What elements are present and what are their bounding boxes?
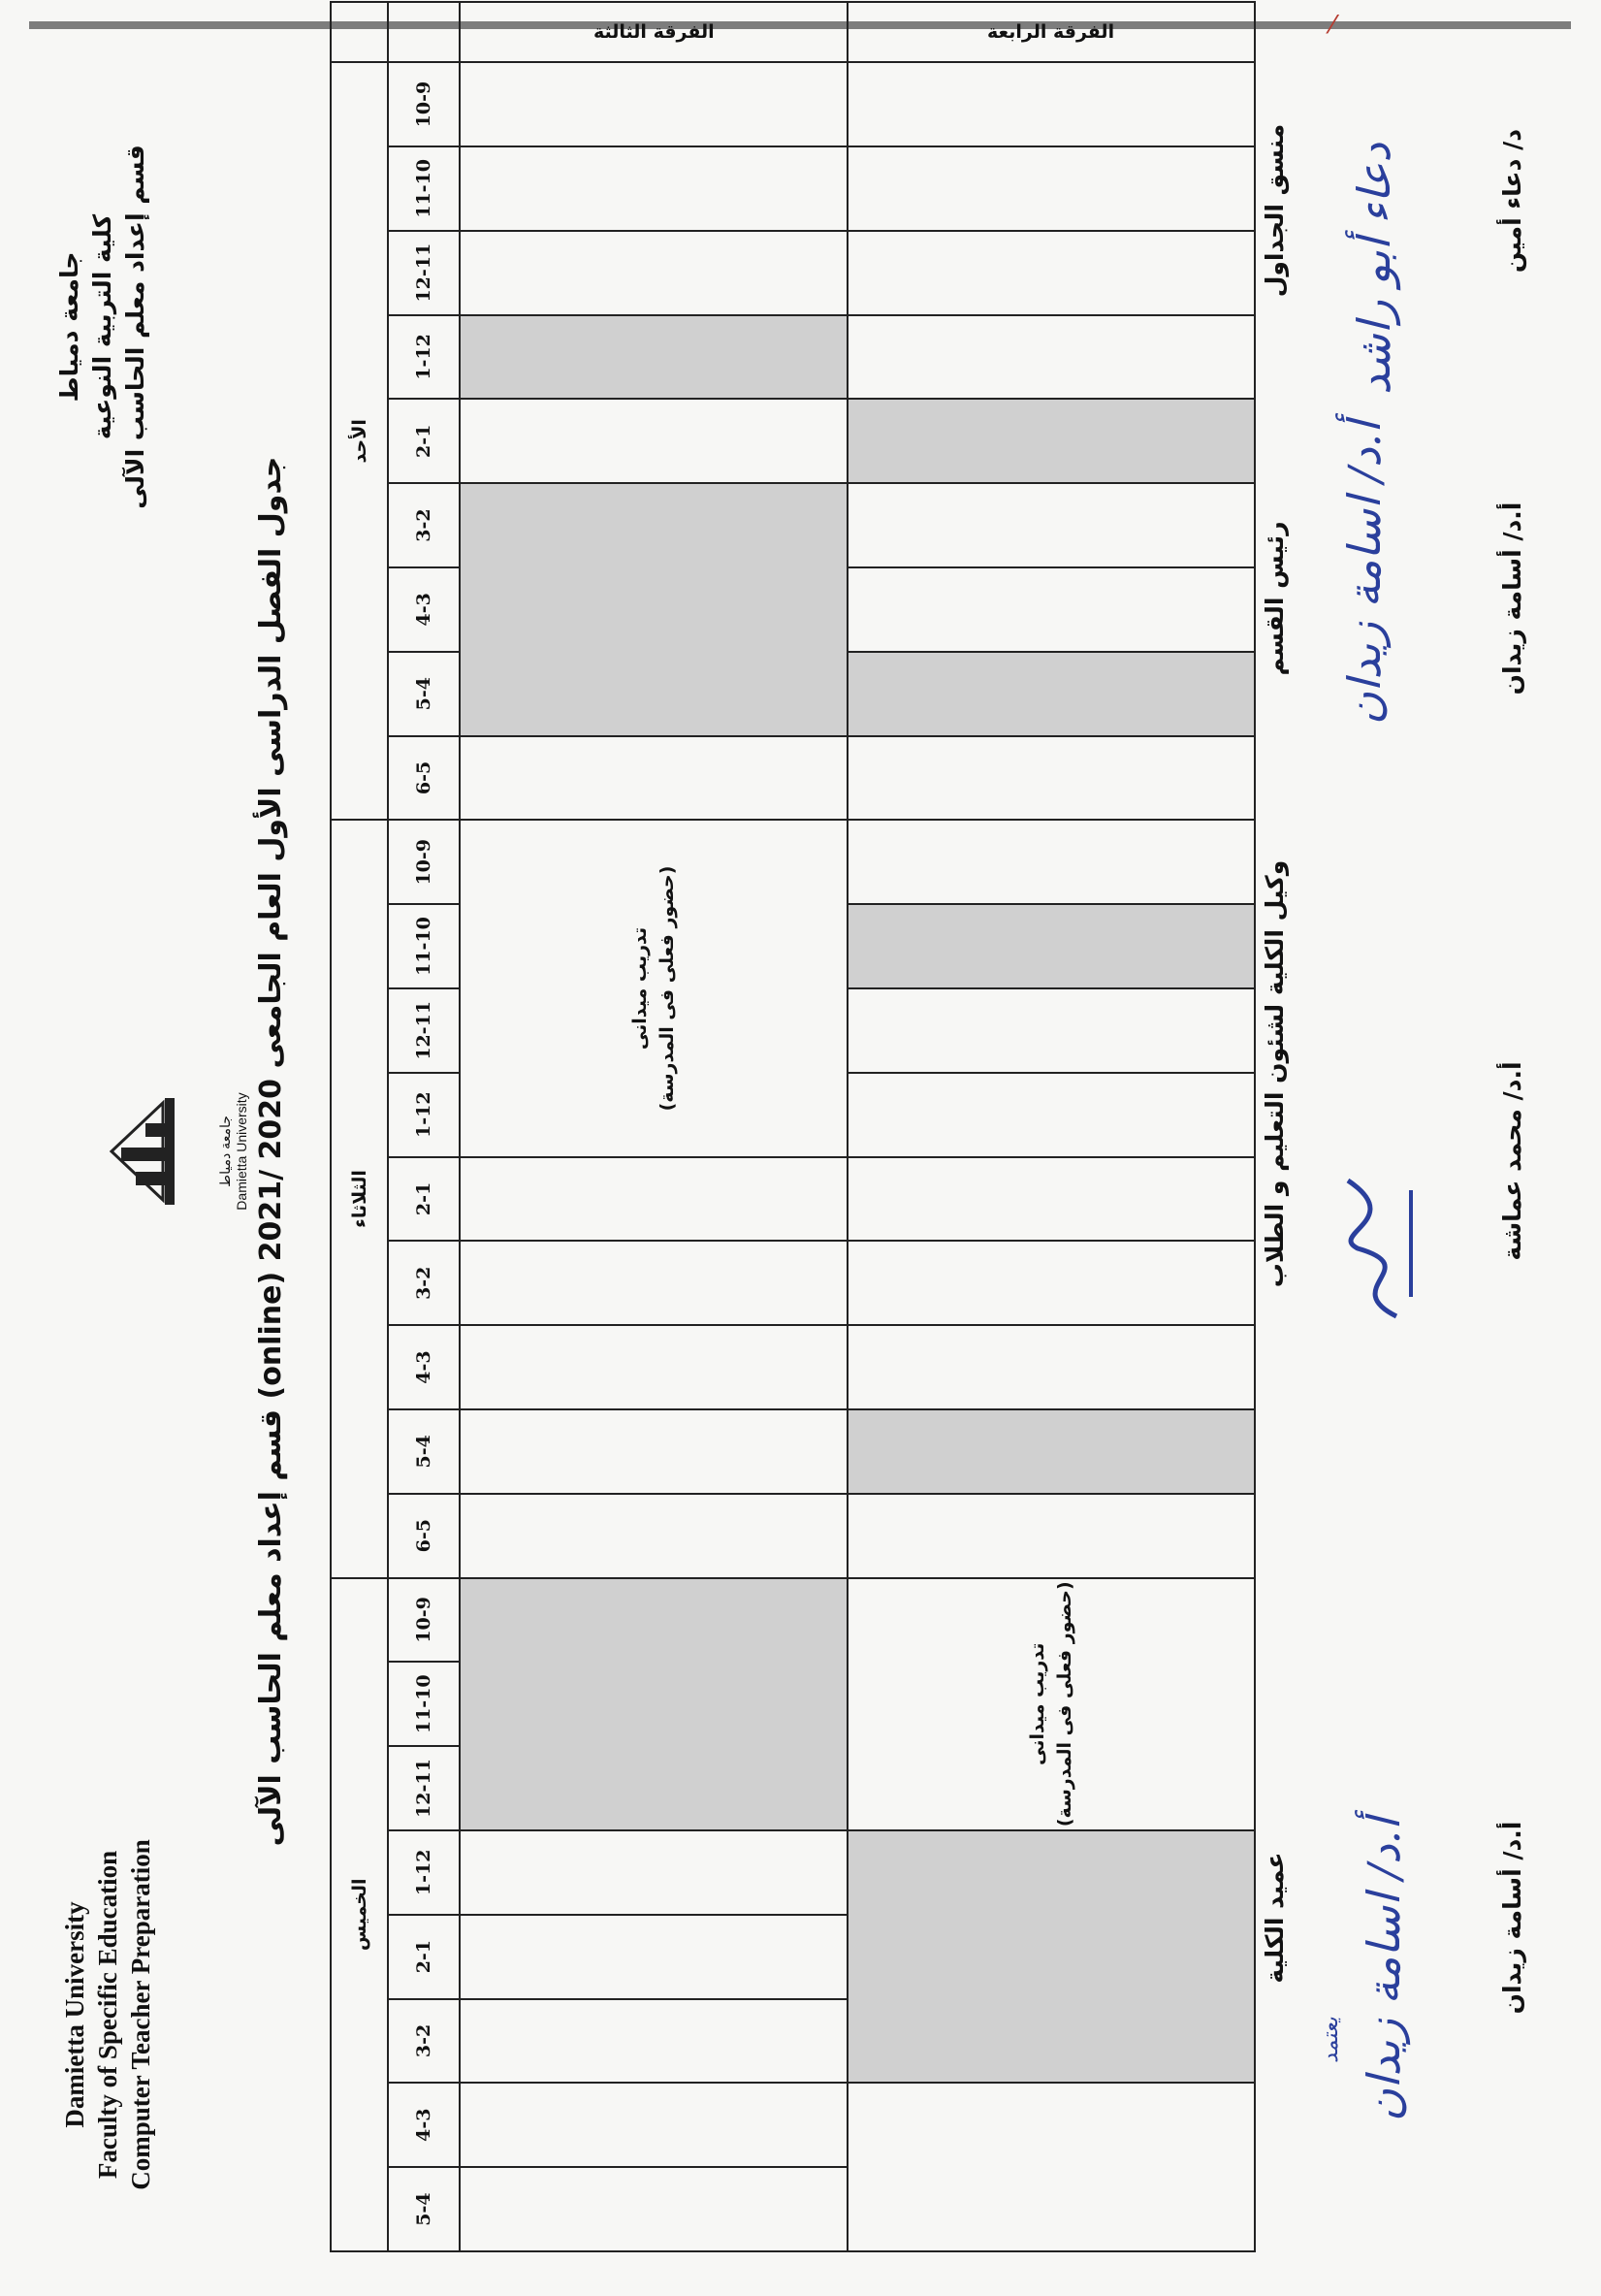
field-training-subtitle: (حضور فعلى فى المدرسة) (1054, 1581, 1075, 1827)
time-slot: 1-12 (388, 1830, 460, 1915)
course-cell (460, 1157, 848, 1242)
empty-cell (848, 820, 1255, 904)
vice-dean-name: أ.د/ محمد عماشة (1498, 1061, 1526, 1261)
time-slot: 11-10 (388, 1662, 460, 1746)
empty-cell (460, 62, 848, 146)
course-cell (460, 1325, 848, 1409)
course-cell (848, 2083, 1255, 2251)
time-slot: 1-12 (388, 315, 460, 400)
corner-cell (331, 2, 388, 62)
row-fourth-year (848, 2, 1255, 2251)
day-sunday: الأحد (331, 62, 388, 820)
row-label-third: الفرقة الثالثة (460, 2, 848, 62)
faculty-ar: كلية التربية النوعية (88, 213, 116, 440)
course-cell (848, 1325, 1255, 1409)
header-english (58, 1811, 157, 2218)
course-cell (848, 904, 1255, 988)
field-training-cell (460, 820, 848, 1156)
header-arabic (53, 123, 152, 531)
vice-dean-signature-icon (1319, 1171, 1435, 1326)
empty-cell (848, 1241, 1255, 1325)
times-row (388, 2, 460, 2251)
empty-cell (460, 2167, 848, 2251)
logo-emblem-icon (107, 1088, 213, 1214)
faculty-en: Faculty of Specific Education (93, 1850, 122, 2180)
day-tuesday: الثلاثاء (331, 820, 388, 1577)
field-training-subtitle: (حضور فعلى فى المدرسة) (656, 865, 678, 1112)
field-training-cell (848, 1578, 1255, 1830)
empty-cell (460, 1494, 848, 1578)
course-cell (848, 146, 1255, 231)
course-cell (848, 1073, 1255, 1157)
empty-cell (460, 1999, 848, 2084)
logo-arabic: جامعة دمياط (217, 1116, 233, 1187)
time-slot: 3-2 (388, 1241, 460, 1325)
time-slot: 10-9 (388, 1578, 460, 1663)
head-title: رئيس القسم (1261, 521, 1289, 676)
course-cell (460, 2083, 848, 2167)
course-cell (848, 988, 1255, 1073)
course-cell (848, 483, 1255, 567)
university-logo (107, 1054, 262, 1248)
time-slot: 3-2 (388, 1999, 460, 2084)
course-cell (848, 62, 1255, 146)
course-cell (460, 146, 848, 231)
schedule-title: جدول الفصل الدراسى الأول العام الجامعى 2020 /2021 (online) قسم إعداد معلم الحاسب الآلى (254, 456, 288, 1847)
red-mark: ⁄ (1330, 11, 1335, 40)
department-en: Computer Teacher Preparation (126, 1839, 155, 2190)
time-slot: 12-11 (388, 988, 460, 1073)
empty-cell (848, 567, 1255, 652)
time-slot: 5-4 (388, 652, 460, 736)
coordinator-title: منسق الجداول (1261, 123, 1289, 298)
logo-english: Damietta University (234, 1092, 249, 1211)
time-slot: 2-1 (388, 399, 460, 483)
time-slot: 6-5 (388, 1494, 460, 1578)
course-cell (460, 483, 848, 735)
time-slot: 4-3 (388, 2083, 460, 2167)
row-third-year (460, 2, 848, 2251)
empty-cell (848, 736, 1255, 821)
empty-cell (848, 1494, 1255, 1578)
dean-name: أ.د/ أسامة زيدان (1498, 1821, 1526, 2015)
time-slot: 2-1 (388, 1157, 460, 1242)
time-slot: 11-10 (388, 146, 460, 231)
course-cell (848, 652, 1255, 736)
course-cell (848, 1830, 1255, 2083)
time-slot: 5-4 (388, 2167, 460, 2251)
empty-cell (848, 231, 1255, 315)
time-slot: 10-9 (388, 820, 460, 904)
time-slot: 10-9 (388, 62, 460, 146)
head-name: أ.د/ أسامة زيدان (1498, 501, 1526, 695)
row-label-fourth: الفرقة الرابعة (848, 2, 1255, 62)
time-corner (388, 2, 460, 62)
time-slot: 3-2 (388, 483, 460, 567)
course-cell (848, 399, 1255, 483)
university-en: Damietta University (60, 1901, 89, 2128)
department-ar: قسم إعداد معلم الحاسب الآلى (121, 145, 149, 509)
empty-cell (460, 1241, 848, 1325)
course-cell (848, 315, 1255, 400)
course-cell (460, 1915, 848, 1999)
time-slot: 12-11 (388, 1746, 460, 1830)
coordinator-signature: دعاء أبو راشد (1348, 143, 1400, 395)
time-slot: 4-3 (388, 567, 460, 652)
field-training-title: تدريب ميدانى (1027, 1642, 1048, 1765)
time-slot: 5-4 (388, 1409, 460, 1494)
field-training-title: تدريب ميدانى (629, 926, 651, 1051)
time-slot: 6-5 (388, 736, 460, 821)
time-slot: 12-11 (388, 231, 460, 315)
vice-dean-title: وكيل الكلية لشئون التعليم و الطلاب (1261, 859, 1289, 1288)
time-slot: 1-12 (388, 1073, 460, 1157)
course-cell (460, 315, 848, 400)
course-cell (848, 1409, 1255, 1494)
university-ar: جامعة دمياط (55, 251, 83, 403)
days-row (331, 2, 388, 2251)
time-slot: 11-10 (388, 904, 460, 988)
schedule-table (330, 1, 1256, 2252)
head-signature: أ.د/ اسامة زيدان (1338, 421, 1391, 725)
course-cell (460, 399, 848, 483)
empty-cell (460, 736, 848, 821)
day-thursday: الخميس (331, 1578, 388, 2251)
time-slot: 2-1 (388, 1915, 460, 1999)
course-cell (460, 1830, 848, 1915)
dean-signature: أ.د/ اسامة زيدان (1358, 1818, 1410, 2121)
coordinator-name: د/ دعاء أمين (1498, 128, 1526, 274)
time-slot: 4-3 (388, 1325, 460, 1409)
dean-title: عميد الكلية (1261, 1852, 1289, 1984)
course-cell (460, 231, 848, 315)
dean-signature-note: يعتمد (1319, 2017, 1343, 2063)
empty-cell (848, 1157, 1255, 1242)
empty-cell (460, 1409, 848, 1494)
course-cell (460, 1578, 848, 1830)
